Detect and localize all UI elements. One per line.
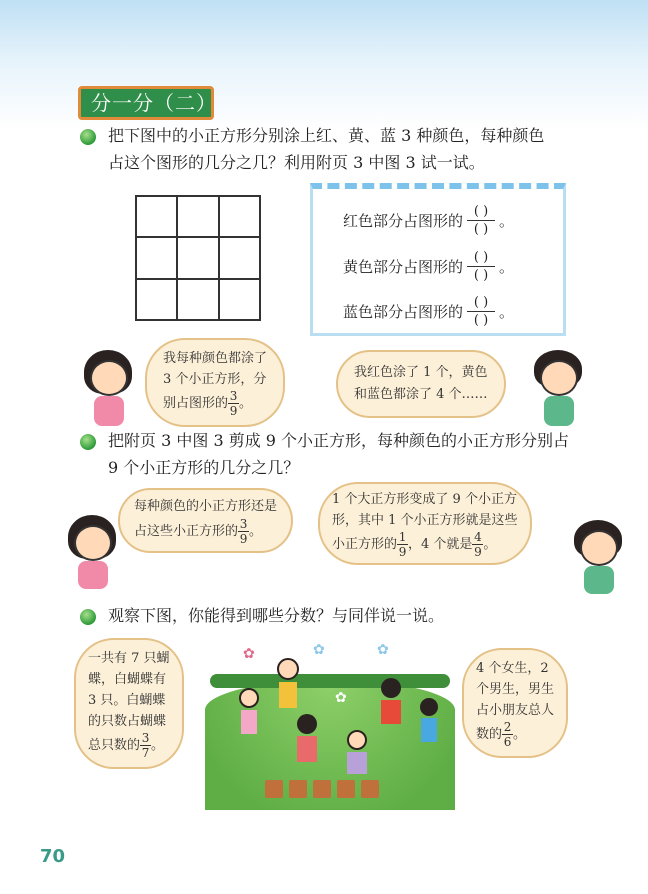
question-1	[108, 122, 544, 176]
section-title: 分一分（二）	[78, 86, 214, 120]
butterfly-icon: ✿	[377, 642, 389, 658]
bubble-text: 3 个小正方形，分	[163, 372, 267, 387]
boy-illustration	[530, 350, 590, 430]
answer-row-blue	[343, 294, 514, 329]
period: 。	[499, 258, 515, 276]
page-number: 70	[40, 846, 66, 867]
butterfly-icon: ✿	[243, 646, 255, 662]
fraction: $\frac{1}{9}$	[398, 530, 407, 559]
playground-illustration	[205, 640, 455, 810]
bubble-text: 数的	[476, 727, 503, 742]
fraction: $\frac{3}{9}$	[239, 517, 248, 546]
fraction: $\frac{4}{9}$	[474, 530, 482, 559]
question-2-line1: 把附页 3 中图 3 剪成 9 个小正方形，每种颜色的小正方形分别占	[108, 431, 570, 450]
bubble-text: 和蓝色都涂了 4 个……	[354, 387, 488, 402]
bubble-text: 形，其中 1 个小正方形就是这些	[332, 513, 518, 528]
answer-box	[310, 183, 566, 336]
girl-illustration	[64, 515, 124, 590]
speech-bubble-girl-2: 每种颜色的小正方形还是 占这些小正方形的 $\frac{3}{9}$ 。	[118, 488, 293, 553]
flower-pots	[265, 780, 385, 802]
numerator: ( )	[473, 250, 489, 265]
fraction: $\frac{3}{7}$	[141, 731, 150, 760]
question-1-line1: 把下图中的小正方形分别涂上红、黄、蓝 3 种颜色，每种颜色	[108, 126, 545, 145]
denominator: ( )	[473, 268, 489, 283]
bubble-text: 4 个女生，2	[476, 661, 549, 676]
period: 。	[499, 303, 515, 321]
nine-square-grid	[135, 195, 261, 321]
bubble-text: ，4 个就是	[408, 537, 473, 552]
row-label: 蓝色部分占图形的	[343, 303, 464, 321]
bubble-text: 我红色涂了 1 个，黄色	[354, 365, 488, 380]
bullet-icon	[80, 609, 96, 625]
bubble-text: 的只数占蝴蝶	[88, 714, 167, 729]
bubble-text: 1 个大正方形变成了 9 个小正方	[332, 492, 517, 507]
speech-bubble-boy-1	[336, 350, 506, 418]
question-3-line1: 观察下图，你能得到哪些分数？与同伴说一说。	[108, 606, 445, 625]
question-2	[108, 427, 569, 481]
numerator: ( )	[473, 204, 489, 219]
boy-illustration	[570, 520, 630, 595]
fraction-blank[interactable]	[467, 249, 495, 284]
bubble-text: 蝶，白蝴蝶有	[88, 672, 167, 687]
fraction-blank[interactable]	[467, 203, 495, 238]
question-1-line2: 占这个图形的几分之几？利用附页 3 中图 3 试一试。	[108, 153, 485, 172]
question-2-line2: 9 个小正方形的几分之几？	[108, 458, 300, 477]
bubble-text: 占这些小正方形的	[134, 524, 239, 539]
fraction-blank[interactable]	[467, 294, 495, 329]
butterfly-icon: ✿	[313, 642, 325, 658]
denominator: ( )	[473, 313, 489, 328]
speech-bubble-boy-2: 1 个大正方形变成了 9 个小正方 形，其中 1 个小正方形就是这些 小正方形的 $\frac{1}{9}$ ，4 个就是 $\frac{4}{9}$ 。	[318, 482, 532, 565]
answer-row-yellow	[343, 249, 514, 284]
bullet-icon	[80, 434, 96, 450]
row-label: 黄色部分占图形的	[343, 258, 464, 276]
speech-bubble-butterflies: 一共有 7 只蝴 蝶，白蝴蝶有 3 只。白蝴蝶 的只数占蝴蝶 总只数的 $\frac{3}{7}$ 。	[74, 638, 184, 769]
bubble-text: 别占图形的	[163, 396, 229, 411]
bubble-text: 3 只。白蝴蝶	[88, 693, 166, 708]
answer-row-red	[343, 203, 514, 238]
butterfly-icon: ✿	[335, 690, 347, 706]
girl-illustration	[80, 350, 140, 430]
bubble-text: 一共有 7 只蝴	[88, 651, 170, 666]
denominator: ( )	[473, 222, 489, 237]
fraction: $\frac{2}{6}$	[503, 720, 512, 749]
bubble-text: 每种颜色的小正方形还是	[134, 499, 278, 514]
bubble-text: 小正方形的	[332, 537, 398, 552]
speech-bubble-girl-1: 我每种颜色都涂了 3 个小正方形，分 别占图形的 $\frac{3}{9}$ 。	[145, 338, 285, 427]
speech-bubble-children: 4 个女生，2 个男生，男生 占小朋友总人 数的 $\frac{2}{6}$ 。	[462, 648, 568, 758]
bubble-text: 个男生，男生	[476, 682, 555, 697]
bubble-text: 总只数的	[88, 738, 141, 753]
question-3	[108, 602, 444, 629]
bubble-text: 我每种颜色都涂了	[163, 351, 268, 366]
numerator: ( )	[473, 295, 489, 310]
fraction: $\frac{3}{9}$	[229, 389, 238, 418]
row-label: 红色部分占图形的	[343, 212, 464, 230]
bullet-icon	[80, 129, 96, 145]
period: 。	[499, 212, 515, 230]
bubble-text: 占小朋友总人	[476, 703, 555, 718]
